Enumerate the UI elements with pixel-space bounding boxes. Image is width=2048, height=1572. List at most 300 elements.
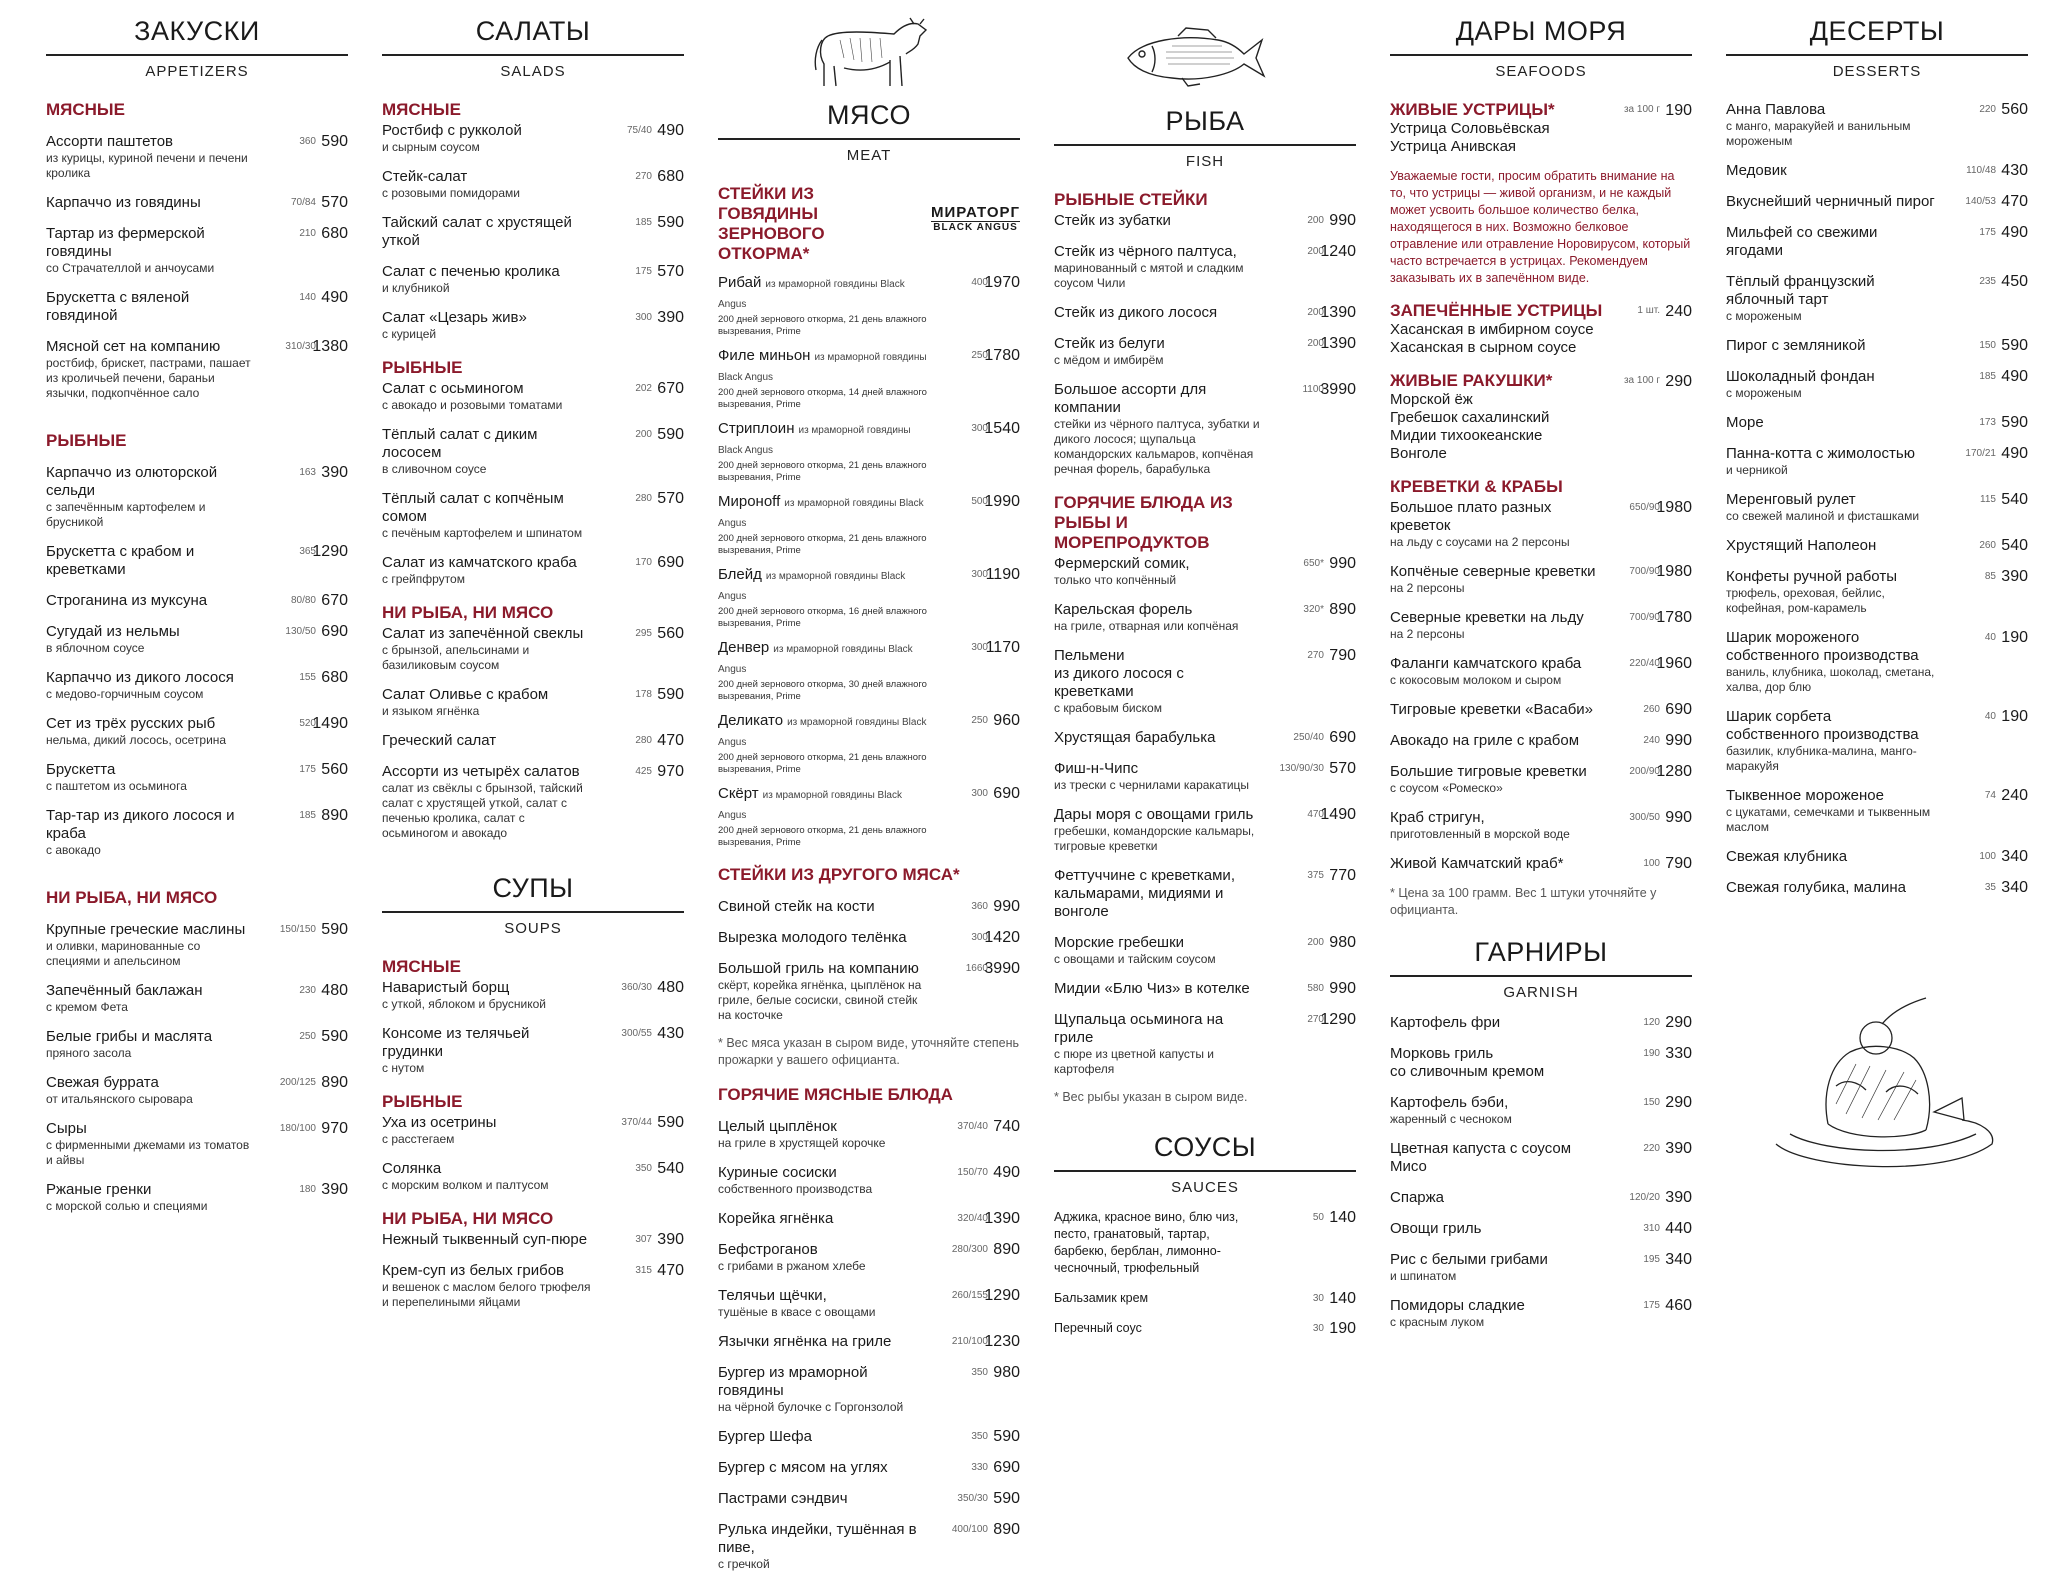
variety-line: Гребешок сахалинский <box>1390 409 1550 426</box>
menu-list <box>382 1114 684 1193</box>
item-name: Стейк из чёрного палтуса, <box>1054 243 1237 260</box>
item-name: Свежая голубика, малина <box>1726 879 1906 896</box>
baked-oysters-block <box>1390 301 1692 357</box>
item-weight: 310 <box>1643 1223 1660 1234</box>
item-name: Пирог с земляникой <box>1726 337 1866 354</box>
item-price: 690 <box>993 1459 1020 1476</box>
variety-line: Хасанская в сырном соусе <box>1390 339 1577 356</box>
category-title: СТЕЙКИ ИЗ ДРУГОГО МЯСА* <box>718 865 960 884</box>
item-description: 200 дней зернового откорма, 30 дней влажного вызревания, Prime <box>718 679 927 702</box>
menu-item <box>1726 414 2028 432</box>
item-weight: 115 <box>1980 494 1996 505</box>
appetizers-header <box>46 14 348 80</box>
variety-line: Устрица Анивская <box>1390 138 1517 155</box>
item-price: 790 <box>1329 647 1356 664</box>
menu-item <box>718 1364 1020 1415</box>
item-weight: 173 <box>1979 417 1996 428</box>
menu-item <box>46 1181 348 1214</box>
item-weight: 195 <box>1643 1254 1660 1265</box>
item-weight: 650* <box>1303 558 1324 569</box>
menu-item <box>718 639 1020 703</box>
item-name: Шарик мороженого <box>1726 629 1860 646</box>
menu-list <box>1390 499 1692 873</box>
item-description: с фирменными джемами из томатов и айвы <box>46 1138 250 1167</box>
item-price: 890 <box>993 1521 1020 1538</box>
item-description: с курицей <box>382 327 437 341</box>
item-price: 490 <box>993 1164 1020 1181</box>
menu-item <box>718 1490 1020 1508</box>
item-price: 570 <box>1329 760 1356 777</box>
item-name: Авокадо на гриле с крабом <box>1390 732 1580 749</box>
item-price: 970 <box>657 763 684 780</box>
item-price: 1240 <box>1320 243 1356 260</box>
item-name: Северные креветки на льду <box>1390 609 1584 626</box>
fish-header <box>1054 104 1356 170</box>
item-description: на 2 персоны <box>1390 627 1465 641</box>
item-description: стейки из чёрного палтуса, зубатки и дикого лосося; щупальца командорских кальмаров, копчёная речная форель, барабулька <box>1054 417 1260 476</box>
menu-item <box>718 1164 1020 1197</box>
item-description: базилик, клубника-малина, манго-маракуйя <box>1726 744 1917 773</box>
item-weight: 175 <box>299 764 316 775</box>
menu-list <box>718 1118 1020 1572</box>
item-description: 200 дней зернового откорма, 21 день влажного вызревания, Prime <box>718 752 927 775</box>
item-price: 1780 <box>1656 609 1692 626</box>
menu-item <box>1726 879 2028 897</box>
item-weight: 170/21 <box>1965 448 1996 459</box>
divider <box>1390 975 1692 977</box>
item-price: 1420 <box>984 929 1020 946</box>
menu-item <box>1390 732 1692 750</box>
item-name: Свежая буррата <box>46 1074 159 1091</box>
item-name: Рулька индейки, тушённая в пиве, <box>718 1521 917 1556</box>
item-price: 480 <box>321 982 348 999</box>
item-name-note: из мраморной говядины Black Angus <box>718 498 924 529</box>
item-name: Аджика, красное вино, блю чиз, песто, гранатовый, тартар, барбекю, берблан, лимонно-чесночный, трюфельный <box>1054 1210 1239 1275</box>
menu-item <box>46 1074 348 1107</box>
item-name: Тёплый французский яблочный тарт <box>1726 273 1875 308</box>
item-name: Большие тигровые креветки <box>1390 763 1587 780</box>
line-list <box>1390 120 1692 156</box>
item-description: 200 дней зернового откорма, 21 день влажного вызревания, Prime <box>718 460 927 483</box>
divider <box>1054 1170 1356 1172</box>
item-description: на гриле, отварная или копчёная <box>1054 619 1239 633</box>
menu-item <box>46 1120 348 1168</box>
menu-list <box>1390 1014 1692 1330</box>
item-weight: 270 <box>635 171 652 182</box>
category-title: РЫБНЫЕ <box>382 1092 463 1111</box>
menu-item <box>718 274 1020 338</box>
item-name: Салат с печенью кролика <box>382 263 560 280</box>
category-title: КРЕВЕТКИ & КРАБЫ <box>1390 477 1563 496</box>
item-name: Ассорти паштетов <box>46 133 174 150</box>
item-name: Морковь гриль <box>1390 1045 1494 1062</box>
category-title: РЫБНЫЕ СТЕЙКИ <box>1054 190 1208 209</box>
item-name: Карельская форель <box>1054 601 1193 618</box>
menu-item <box>382 732 684 750</box>
item-price: 390 <box>321 464 348 481</box>
item-name: Хрустящий Наполеон <box>1726 537 1877 554</box>
item-weight: 155 <box>299 672 316 683</box>
item-price: 980 <box>993 1364 1020 1381</box>
item-price: 980 <box>1329 934 1356 951</box>
menu-item <box>1390 609 1692 642</box>
menu-list <box>718 274 1020 849</box>
menu-item <box>1726 368 2028 401</box>
item-price: 1780 <box>984 347 1020 364</box>
item-weight: 200 <box>1307 215 1324 226</box>
menu-item <box>382 309 684 342</box>
item-name-text: Стриплоин <box>718 420 795 437</box>
menu-item <box>1054 555 1356 588</box>
item-name-continued: собственного производства <box>1726 647 1919 664</box>
item-weight: 250 <box>299 1031 316 1042</box>
menu-item <box>382 214 684 250</box>
item-name: Большое плато разных креветок <box>1390 499 1552 534</box>
item-weight: 365 <box>299 546 316 557</box>
menu-item <box>382 122 684 155</box>
item-price: 140 <box>1329 1290 1356 1307</box>
item-price: 430 <box>2001 162 2028 179</box>
item-weight: 220/40 <box>1629 658 1660 669</box>
item-weight: 202 <box>635 383 652 394</box>
section-subtitle: SAUCES <box>1171 1179 1239 1196</box>
item-price: 690 <box>321 623 348 640</box>
section-title: ГАРНИРЫ <box>1474 937 1608 967</box>
menu-item <box>46 289 348 325</box>
menu-item <box>46 921 348 969</box>
item-weight: 185 <box>299 810 316 821</box>
item-name-continued: из дикого лосося с креветками <box>1054 665 1184 700</box>
item-description: с пюре из цветной капусты и картофеля <box>1054 1047 1214 1076</box>
item-price: 560 <box>2001 101 2028 118</box>
item-weight: 300 <box>971 788 988 799</box>
item-description: с авокадо <box>46 843 101 857</box>
item-weight: 40 <box>1984 711 1996 722</box>
item-weight: 350 <box>971 1367 988 1378</box>
item-weight: 400 <box>971 277 988 288</box>
item-price: 190 <box>2001 629 2028 646</box>
item-price: 1230 <box>984 1333 1020 1350</box>
item-price: 570 <box>321 194 348 211</box>
item-description: салат из свёклы с брынзой, тайский салат с хрустящей уткой, салат с печенью кролика, салат с осьминогом и авокадо <box>382 781 583 840</box>
unit-label: за 100 г <box>1623 375 1660 386</box>
item-weight: 175 <box>635 266 652 277</box>
oysters-block <box>1390 100 1692 156</box>
item-name: Консоме из телячьей грудинки <box>382 1025 530 1060</box>
item-name: Мясной сет на компанию <box>46 338 221 355</box>
item-weight: 200 <box>1307 246 1324 257</box>
seafood-note: * Цена за 100 грамм. Вес 1 штуки уточняйте у официанта. <box>1390 886 1657 917</box>
item-name <box>718 420 928 460</box>
menu-item <box>1726 273 2028 324</box>
item-price: 340 <box>2001 879 2028 896</box>
menu-item <box>1054 729 1356 747</box>
item-name-text: Скёрт <box>718 785 759 802</box>
section-subtitle: DESSERTS <box>1832 63 1922 80</box>
menu-item <box>1390 1140 1692 1176</box>
category-title: РЫБНЫЕ <box>382 358 463 377</box>
item-description: ваниль, клубника, шоколад, сметана, халва, дор блю <box>1726 665 1935 694</box>
item-price: 470 <box>657 1262 684 1279</box>
item-name-continued: собственного производства <box>1726 726 1919 743</box>
menu-item <box>1054 601 1356 634</box>
item-name: Шоколадный фондан <box>1726 368 1875 385</box>
menu-item <box>1054 867 1356 921</box>
item-weight: 185 <box>1979 371 1996 382</box>
item-price: 240 <box>2001 787 2028 804</box>
item-price: 990 <box>1665 732 1692 749</box>
menu-item <box>382 426 684 477</box>
item-price: 560 <box>657 625 684 642</box>
menu-item <box>718 566 1020 630</box>
menu-item <box>1054 304 1356 322</box>
menu-item <box>382 490 684 541</box>
item-price: 590 <box>657 686 684 703</box>
item-weight: 150/70 <box>957 1167 988 1178</box>
item-name-text: Филе миньон <box>718 347 811 364</box>
section-title: ДАРЫ МОРЯ <box>1455 16 1627 46</box>
item-weight: 300 <box>971 569 988 580</box>
item-price: 190 <box>2001 708 2028 725</box>
item-weight: 260/155 <box>951 1290 988 1301</box>
menu-list <box>382 979 684 1076</box>
item-price: 570 <box>657 490 684 507</box>
item-name: Тыквенное мороженое <box>1726 787 1884 804</box>
menu-item <box>382 554 684 587</box>
menu-list <box>46 133 348 401</box>
item-name <box>718 785 928 825</box>
item-name-text: Блейд <box>718 566 762 583</box>
menu-item <box>1726 787 2028 835</box>
item-price: 990 <box>993 898 1020 915</box>
item-description: пряного засола <box>46 1046 132 1060</box>
item-weight: 150 <box>1979 340 1996 351</box>
item-name: Тар-тар из дикого лосося и краба <box>46 807 235 842</box>
item-name-text: Мироноff <box>718 493 781 510</box>
item-name: Стейк из зубатки <box>1054 212 1171 229</box>
item-weight: 100 <box>1979 851 1996 862</box>
item-price: 470 <box>2001 193 2028 210</box>
item-name: Ржаные гренки <box>46 1181 152 1198</box>
menu-item <box>1390 1094 1692 1127</box>
section-title: СОУСЫ <box>1153 1132 1257 1162</box>
item-weight: 360 <box>971 901 988 912</box>
menu-item <box>46 194 348 212</box>
item-description: собственного производства <box>718 1182 873 1196</box>
menu-item <box>1726 491 2028 524</box>
item-description: с морской солью и специями <box>46 1199 208 1213</box>
item-name: Корейка ягнёнка <box>718 1210 834 1227</box>
item-price: 440 <box>1665 1220 1692 1237</box>
menu-item <box>1390 1014 1692 1032</box>
item-price: 290 <box>1665 1094 1692 1111</box>
item-weight: 370/44 <box>621 1117 652 1128</box>
item-price: 790 <box>1665 855 1692 872</box>
item-description: и сырным соусом <box>382 140 480 154</box>
item-name: Копчёные северные креветки <box>1390 563 1596 580</box>
item-description: жаренный с чесноком <box>1390 1112 1512 1126</box>
item-description: на чёрной булочке с Горгонзолой <box>718 1400 904 1414</box>
item-weight: 40 <box>1984 632 1996 643</box>
menu-item <box>1390 499 1692 550</box>
menu-item <box>718 1241 1020 1274</box>
item-description: на льду с соусами на 2 персоны <box>1390 535 1570 549</box>
variety-line: Хасанская в имбирном соусе <box>1390 321 1594 338</box>
item-price: 1190 <box>985 566 1020 583</box>
fish-illustration <box>1122 26 1268 90</box>
item-description: с кремом Фета <box>46 1000 128 1014</box>
item-weight: 375 <box>1307 870 1324 881</box>
item-price: 1490 <box>1320 806 1356 823</box>
item-name-text: Денвер <box>718 639 770 656</box>
item-weight: 200 <box>1307 307 1324 318</box>
item-name-note: из мраморной говядины Black Angus <box>718 279 905 310</box>
item-name: Панна-котта с жимолостью <box>1726 445 1915 462</box>
category-title: СТЕЙКИ ИЗ ГОВЯДИНЫ ЗЕРНОВОГО ОТКОРМА* <box>718 184 825 263</box>
item-name: Рис с белыми грибами <box>1390 1251 1548 1268</box>
item-price: 190 <box>1329 1320 1356 1337</box>
item-price: 680 <box>657 168 684 185</box>
item-name-text: Рибай <box>718 274 762 291</box>
menu-item <box>46 592 348 610</box>
item-price: 1960 <box>1656 655 1692 672</box>
item-name-note: из мраморной говядины Black Angus <box>718 425 911 456</box>
category-title: ГОРЯЧИЕ БЛЮДА ИЗ РЫБЫ И МОРЕПРОДУКТОВ <box>1054 493 1233 552</box>
item-price: 890 <box>1329 601 1356 618</box>
menu-list <box>1054 1209 1356 1337</box>
item-name: Мильфей со свежими ягодами <box>1726 224 1878 259</box>
item-price: 590 <box>993 1490 1020 1507</box>
item-price: 690 <box>993 785 1020 802</box>
item-name: Карпаччо из дикого лосося <box>46 669 234 686</box>
item-price: 680 <box>321 669 348 686</box>
item-name: Пельмени <box>1054 647 1125 664</box>
item-name: Щупальца осьминога на гриле <box>1054 1011 1224 1046</box>
item-name: Анна Павлова <box>1726 101 1826 118</box>
menu-item <box>1054 1320 1356 1337</box>
item-name-note: из мраморной говядины Black Angus <box>718 790 902 821</box>
item-weight: 210/100 <box>951 1336 988 1347</box>
item-weight: 700/90 <box>1629 612 1660 623</box>
menu-item <box>1726 224 2028 260</box>
item-weight: 320* <box>1303 604 1324 615</box>
divider <box>1726 54 2028 56</box>
beef-block <box>718 184 1020 264</box>
item-weight: 200 <box>635 429 652 440</box>
item-description: из трески с чернилами каракатицы <box>1054 778 1250 792</box>
menu-item <box>46 225 348 276</box>
item-price: 1390 <box>1320 304 1356 321</box>
item-price: 590 <box>657 214 684 231</box>
item-price: 1970 <box>984 274 1020 291</box>
item-price: 540 <box>657 1160 684 1177</box>
menu-item <box>382 263 684 296</box>
menu-item <box>1390 1220 1692 1238</box>
item-price: 690 <box>1329 729 1356 746</box>
item-name: Запечённый баклажан <box>46 982 203 999</box>
item-name: Сыры <box>46 1120 87 1137</box>
item-weight: 350 <box>635 1163 652 1174</box>
menu-item <box>1054 1209 1356 1277</box>
item-price: 1170 <box>985 639 1020 656</box>
item-description: в сливочном соусе <box>382 462 487 476</box>
item-price: 540 <box>2001 491 2028 508</box>
item-name-text: Деликато <box>718 712 784 729</box>
menu-item <box>718 1210 1020 1228</box>
item-name: Цветная капуста с соусом Мисо <box>1390 1140 1572 1175</box>
item-price: 3990 <box>984 960 1020 977</box>
item-name: Морские гребешки <box>1054 934 1185 951</box>
item-name: Сет из трёх русских рыб <box>46 715 216 732</box>
item-price: 670 <box>321 592 348 609</box>
menu-item <box>718 347 1020 411</box>
item-price: 590 <box>2001 337 2028 354</box>
item-price: 460 <box>1665 1297 1692 1314</box>
item-weight: 280 <box>635 735 652 746</box>
item-price: 3990 <box>1320 381 1356 398</box>
menu-item <box>1726 101 2028 149</box>
item-weight: 260 <box>1643 704 1660 715</box>
menu-item <box>1054 806 1356 854</box>
item-weight: 1660 <box>965 963 988 974</box>
category-title: МЯСНЫЕ <box>46 100 125 119</box>
item-name: Фаланги камчатского краба <box>1390 655 1582 672</box>
section-title: СУПЫ <box>492 873 574 903</box>
item-price: 1980 <box>1656 499 1692 516</box>
item-description: с паштетом из осьминога <box>46 779 187 793</box>
section-title: ДЕСЕРТЫ <box>1809 16 1945 46</box>
item-name: Большой гриль на компанию <box>718 960 919 977</box>
item-name: Уха из осетрины <box>382 1114 497 1131</box>
item-name <box>718 274 928 314</box>
salads-header <box>382 14 684 80</box>
section-subtitle: SALADS <box>500 63 566 80</box>
menu-item <box>718 1333 1020 1351</box>
menu-item <box>382 625 684 673</box>
item-price: 1390 <box>1320 335 1356 352</box>
item-description: трюфель, ореховая, бейлис, кофейная, ром-карамель <box>1726 586 1885 615</box>
item-price: 890 <box>321 1074 348 1091</box>
item-weight: 175 <box>1643 1300 1660 1311</box>
menu-item <box>382 380 684 413</box>
item-weight: 350/30 <box>957 1493 988 1504</box>
item-price: 770 <box>1329 867 1356 884</box>
item-name-note: из мраморной говядины Black Angus <box>718 571 906 602</box>
item-price: 1290 <box>984 1287 1020 1304</box>
menu-item <box>718 1118 1020 1151</box>
item-description: с медово-горчичным соусом <box>46 687 204 701</box>
item-price: 1290 <box>312 543 348 560</box>
variety-line: Мидии тихоокеанские <box>1390 427 1543 444</box>
item-name: Тигровые креветки «Васаби» <box>1390 701 1594 718</box>
menu-item <box>718 1521 1020 1572</box>
menu-item <box>1726 708 2028 774</box>
item-price: 450 <box>2001 273 2028 290</box>
item-price: 990 <box>1329 555 1356 572</box>
item-weight: 185 <box>635 217 652 228</box>
item-name: Ростбиф с рукколой <box>382 122 522 139</box>
menu-item <box>46 543 348 579</box>
item-name: Брускетта <box>46 761 116 778</box>
item-weight: 190 <box>1643 1048 1660 1059</box>
item-price: 490 <box>2001 368 2028 385</box>
fish-note: * Вес рыбы указан в сыром виде. <box>1054 1090 1248 1104</box>
category-title: ГОРЯЧИЕ МЯСНЫЕ БЛЮДА <box>718 1085 953 1104</box>
item-name: Карпаччо из олюторской сельди <box>46 464 218 499</box>
item-description: с манго, маракуйей и ванильным мороженым <box>1726 119 1911 148</box>
menu-item <box>46 338 348 401</box>
menu-list <box>382 1231 684 1310</box>
